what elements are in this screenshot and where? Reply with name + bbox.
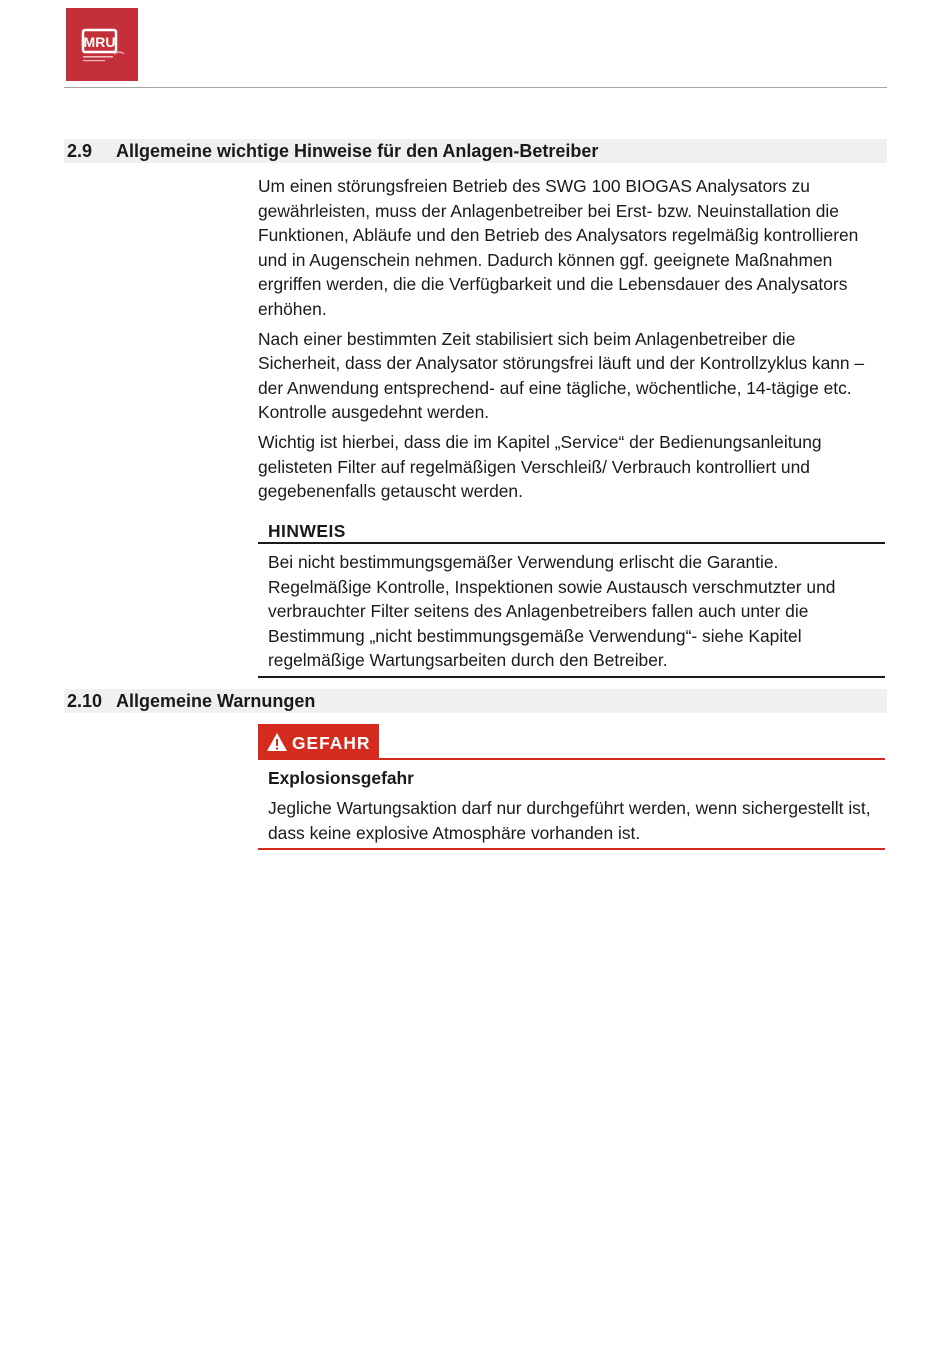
danger-text: Jegliche Wartungsaktion darf nur durchgeführt werden, wenn sichergestellt ist, dass keine explosive Atmosphäre vorhanden ist.	[268, 798, 871, 843]
notice-top-rule	[258, 542, 885, 544]
section-number: 2.10	[67, 691, 103, 711]
paragraph: Wichtig ist hierbei, dass die im Kapitel „Service“ der Bedienungsanleitung gelisteten Filter auf regelmäßigen Verschleiß/ Verbrauch kontrolliert und gegebenenfalls getauscht werden.	[258, 431, 822, 502]
warning-triangle-icon	[266, 732, 288, 752]
danger-title: Explosionsgefahr	[268, 768, 414, 788]
notice-bottom-rule	[258, 676, 885, 678]
danger-badge	[258, 724, 379, 759]
company-logo	[66, 8, 138, 81]
header-divider	[64, 87, 887, 88]
section-title: Allgemeine Warnungen	[116, 691, 316, 711]
section-heading-2-10	[64, 689, 887, 713]
danger-top-rule	[258, 758, 885, 760]
paragraph: Um einen störungsfreien Betrieb des SWG 100 BIOGAS Analysators zu gewährleisten, muss der Anlagenbetreiber bei Erst- bzw. Neuinstallation die Funktionen, Abläufe und den Betrieb des Analysators regelmäßig kontrollieren und in Augenschein nehmen. Dadurch können ggf. geeignete Maßnahmen ergriffen werden, die die Verfügbarkeit und die Lebensdauer des Analysators erhöhen.	[258, 176, 859, 319]
svg-text:MRU: MRU	[83, 34, 116, 50]
mru-logo-icon	[66, 8, 138, 81]
section-title: Allgemeine wichtige Hinweise für den Anlagen-Betreiber	[116, 141, 599, 161]
danger-bottom-rule	[258, 848, 885, 850]
section-body-2-9	[258, 174, 878, 509]
section-number: 2.9	[67, 141, 93, 161]
paragraph: Nach einer bestimmten Zeit stabilisiert sich beim Anlagenbetreiber die Sicherheit, dass der Analysator störungsfrei läuft und der Kontrollzyklus kann – der Anwendung entsprechend- auf eine tägliche, wöchentliche, 14-tägige etc. Kontrolle ausgedehnt werden.	[258, 328, 865, 423]
notice-text: Bei nicht bestimmungsgemäßer Verwendung erlischt die Garantie. Regelmäßige Kontrolle, Inspektionen sowie Austausch verschmutzter und verbrauchter Filter seitens des Anlagenbetreibers fallen auch unter die Bestimmung „nicht bestimmungsgemäße Verwendung“- siehe Kapitel regelmäßige Wartungsarbeiten durch den Betreiber.	[268, 552, 836, 671]
danger-label: GEFAHR	[292, 733, 371, 753]
section-heading-2-9	[64, 139, 887, 163]
notice-heading: HINWEIS	[268, 521, 346, 541]
